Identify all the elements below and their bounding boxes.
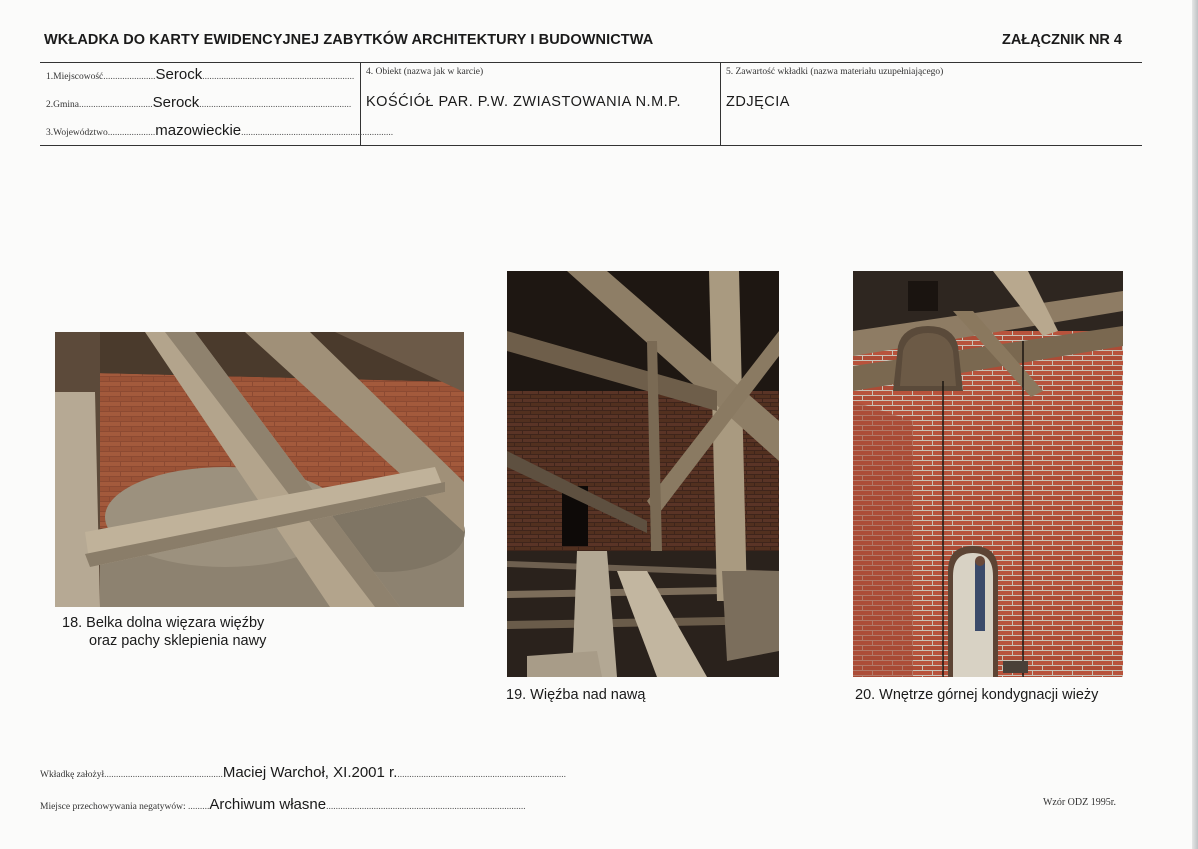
footer-label: Wkładkę założył xyxy=(40,770,105,780)
footer-negatives-storage: Miejsce przechowywania negatywów: .........Archiwum własne.................................................................................... xyxy=(40,796,526,813)
field-miejscowosc: 1.Miejscowość......................Serock................................................................ xyxy=(46,66,355,83)
caption-line-1: 20. Wnętrze górnej kondygnacji wieży xyxy=(855,687,1099,703)
field-zawartosc-label: 5. Zawartość wkładki (nazwa materiału uzupełniającego) xyxy=(726,67,944,77)
field-label: 1.Miejscowość xyxy=(46,72,104,82)
footer-value: Maciej Warchoł, XI.2001 r. xyxy=(222,764,398,781)
page-edge xyxy=(1192,0,1198,849)
field-obiekt-label: 4. Obiekt (nazwa jak w karcie) xyxy=(366,67,484,77)
field-zawartosc-value: ZDJĘCIA xyxy=(726,94,790,110)
field-gmina: 2.Gmina...............................Serock................................................................ xyxy=(46,94,352,111)
document-title: WKŁADKA DO KARTY EWIDENCYJNEJ ZABYTKÓW ARCHITEKTURY I BUDOWNICTWA xyxy=(44,32,654,48)
field-wojewodztwo: 3.Województwo....................mazowieckie................................................................ xyxy=(46,122,394,139)
field-label: 2.Gmina xyxy=(46,100,79,110)
form-bottom-line xyxy=(40,145,1142,146)
caption-line-1: 19. Więźba nad nawą xyxy=(506,687,646,703)
field-value: mazowieckie xyxy=(155,122,242,139)
template-id: Wzór ODZ 1995r. xyxy=(1042,797,1116,808)
photo-18-roof-tie-beam xyxy=(55,332,464,607)
form-top-line xyxy=(40,62,1142,63)
field-value: Serock xyxy=(155,66,203,83)
caption-photo-18 xyxy=(62,614,266,650)
field-value: Serock xyxy=(152,94,200,111)
footer-value: Archiwum własne xyxy=(209,796,327,813)
footer-label: Miejsce przechowywania negatywów: xyxy=(40,802,186,812)
photo-19-nave-roof-truss xyxy=(507,271,779,677)
caption-photo-20 xyxy=(855,686,1098,704)
caption-line-1: 18. Belka dolna więzara więźby xyxy=(62,615,265,631)
photo-20-tower-interior xyxy=(853,271,1123,677)
caption-line-2: oraz pachy sklepienia nawy xyxy=(89,633,267,649)
annex-number: ZAŁĄCZNIK NR 4 xyxy=(1001,32,1122,48)
caption-photo-19 xyxy=(506,686,645,704)
form-divider-2 xyxy=(720,62,721,145)
field-label: 3.Województwo xyxy=(46,128,108,138)
field-obiekt-value: KOŚĆIÓŁ PAR. P.W. ZWIASTOWANIA N.M.P. xyxy=(366,94,682,110)
footer-compiled-by: Wkładkę założył..................................................Maciej Warchoł, XI.2001 r........................................................................ xyxy=(40,764,566,781)
